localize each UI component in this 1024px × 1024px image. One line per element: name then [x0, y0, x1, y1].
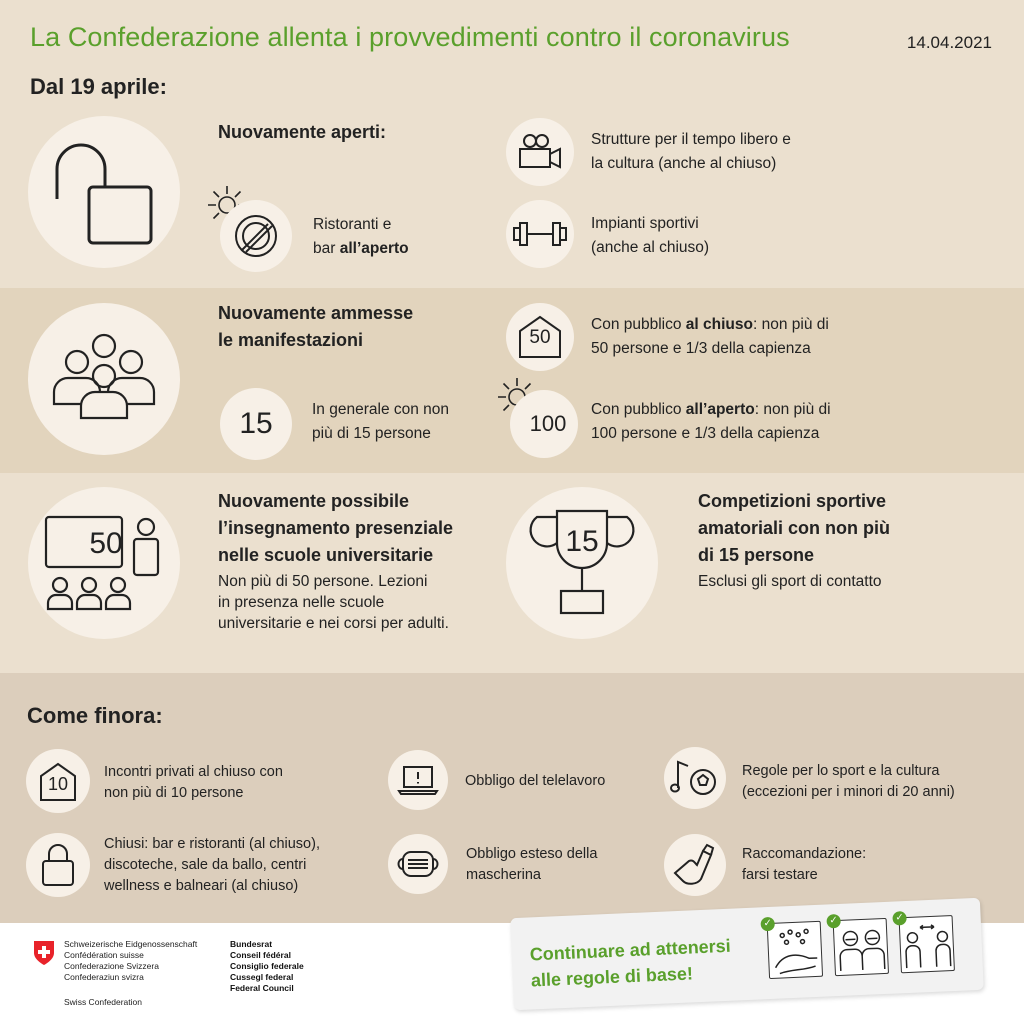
- house-icon: 10: [26, 749, 90, 813]
- federal-council-names: Bundesrat Conseil fédéral Consiglio federale Cussegl federal Federal Council: [230, 939, 304, 993]
- padlock-open-icon: [28, 116, 180, 268]
- events-heading: Nuovamente ammesse le manifestazioni: [218, 303, 414, 350]
- dumbbell-icon: [506, 200, 574, 268]
- padlock-closed-icon: [26, 833, 90, 897]
- people-group-icon: [28, 303, 180, 455]
- leisure-text: Strutture per il tempo libero e la cultura (anche al chiuso): [591, 131, 791, 172]
- sports-facilities-text: Impianti sportivi (anche al chiuso): [591, 215, 710, 256]
- mask-icon: [388, 834, 448, 894]
- competitions-text: Esclusi gli sport di contatto: [698, 573, 882, 590]
- general-events-text: In generale con non più di 15 persone: [312, 401, 450, 442]
- basic-rules-text: Continuare ad attenersi alle regole di base!: [529, 935, 732, 991]
- outdoor-events-text: Con pubblico all’aperto: non più di 100 persone e 1/3 della capienza: [591, 401, 831, 442]
- telework-text: Obbligo del telelavoro: [465, 773, 606, 789]
- distance-masks-icon: [829, 915, 889, 976]
- competitions-heading: Competizioni sportive amatoriali con non più di 15 persone: [698, 491, 891, 565]
- university-text: Non più di 50 persone. Lezioni in presenza nelle scuole universitarie e nei corsi per adulti.: [218, 573, 449, 632]
- check-icon: ✓: [760, 917, 775, 932]
- reopened-heading: Nuovamente aperti:: [218, 122, 387, 142]
- check-icon: ✓: [826, 914, 841, 929]
- limit-100-badge: 100: [510, 390, 578, 458]
- test-swab-icon: [664, 834, 726, 896]
- hand-washing-icon: [763, 917, 823, 979]
- closed-venues-text: Chiusi: bar e ristoranti (al chiuso), discoteche, sale da ballo, centri wellness e balneari (al chiuso): [104, 836, 320, 894]
- publication-date: 14.04.2021: [906, 33, 992, 52]
- check-icon: ✓: [892, 911, 907, 926]
- mask-text: Obbligo esteso della mascherina: [466, 846, 598, 883]
- swiss-cross-icon: [33, 940, 55, 971]
- restaurants-text: Ristoranti e bar all’aperto: [313, 216, 409, 257]
- social-distance-icon: [895, 912, 955, 973]
- testing-text: Raccomandazione: farsi testare: [742, 846, 867, 883]
- swiss-confederation-names: Schweizerische Eidgenossenschaft Confédération suisse Confederazione Svizzera Confederaziun svizra Swiss Confederation: [64, 939, 198, 1007]
- limit-15-badge: 15: [220, 388, 292, 460]
- music-ball-icon: [664, 747, 726, 809]
- camera-icon: [506, 118, 574, 186]
- page-title: La Confederazione allenta i provvedimenti contro il coronavirus: [30, 22, 790, 52]
- trophy-icon: 15: [506, 487, 658, 639]
- private-meetings-text: Incontri privati al chiuso con non più di 10 persone: [104, 764, 283, 801]
- classroom-icon: 50: [28, 487, 180, 639]
- from-date-heading: Dal 19 aprile:: [30, 74, 167, 99]
- university-heading: Nuovamente possibile l’insegnamento presenziale nelle scuole universitarie: [218, 491, 454, 565]
- indoor-events-text: Con pubblico al chiuso: non più di 50 persone e 1/3 della capienza: [591, 316, 829, 357]
- plate-cutlery-icon: [220, 200, 292, 272]
- sport-culture-text: Regole per lo sport e la cultura (eccezioni per i minori di 20 anni): [742, 763, 955, 800]
- laptop-icon: [388, 750, 448, 810]
- house-icon: 50: [506, 303, 574, 371]
- as-before-heading: Come finora:: [27, 703, 163, 728]
